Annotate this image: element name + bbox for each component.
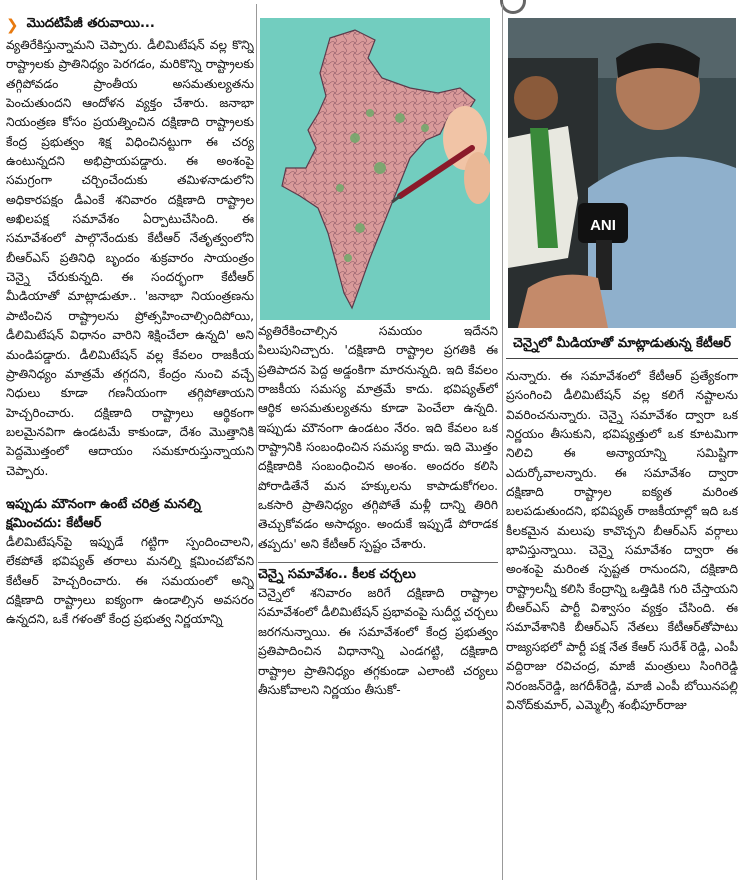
mic-flag-label: ANI <box>590 217 616 234</box>
india-map-illustration <box>260 18 490 320</box>
column-divider <box>502 4 503 880</box>
column-divider <box>256 4 257 880</box>
press-photo <box>508 18 736 328</box>
body-paragraph: చెన్నైలో శనివారం జరిగే దక్షిణాది రాష్ట్రాల సమావేశంలో డీలిమిటేషన్ ప్రభావంపై సుదీర్ఘ చర్చలు జరగనున్నాయి. ఈ సమావేశంలో కేంద్ర ప్రభుత్వం ప్రతిపాదించిన విధానాన్ని ఎండగట్టి, దక్షిణాది రాష్ట్రాల ప్రాతినిధ్యం తగ్గకుండా ఎలాంటి చర్యలు తీసుకోవాలని నిర్ణయం తీసుకో- <box>258 586 498 697</box>
kicker-text: మొదటిపేజీ తరువాయి... <box>26 16 155 31</box>
article-column-3 <box>506 0 738 880</box>
subheading: ఇప్పుడు మౌనంగా ఉంటే చరిత్ర మనల్ని క్షమించదు: కేటీఆర్ <box>6 496 201 531</box>
body-paragraph: వ్యతిరేకించాల్సిన సమయం ఇదేనని పిలుపునిచ్చారు. 'దక్షిణాది రాష్ట్రాల ప్రగతికి ఈ ప్రతిపాదన పెద్ద అడ్డంకిగా మారనున్నది. ఇది కేవలం రాజకీయ సమస్య మాత్రమే కాదు. భవిష్యత్‌లో ఆర్థిక అసమతుల్యతను కూడా పెంచేలా ఉన్నది. ఇప్పుడు మౌనంగా ఉండటం నేరం. ఇది కేవలం ఒక రాష్ట్రానికి సంబంధించిన సమస్య కాదు. ఇది మొత్తం దక్షిణాదికి సంబంధించిన అంశం. అందరం కలిసి పోరాడితేనే మన హక్కులను కాపాడుకోగలం. ఒకసారి ప్రాతినిధ్యం తగ్గిపోతే మళ్లీ దాన్ని తిరిగి తెచ్చుకోవడం అసాధ్యం. అందుకే ఇప్పుడే పోరాడక తప్పదు' అని కేటీఆర్ స్పష్టం చేశారు. <box>258 324 498 551</box>
press-photo-svg <box>508 18 736 328</box>
photo-caption: చెన్నైలో మీడియాతో మాట్లాడుతున్న కేటీఆర్ <box>506 334 738 359</box>
body-paragraph: వ్యతిరేకిస్తున్నామని చెప్పారు. డీలిమిటేషన్ వల్ల కొన్ని రాష్ట్రాలకు ప్రాతినిధ్యం పెరగడం, మరికొన్ని రాష్ట్రాలకు తగ్గిపోవడం ప్రాంతీయ అసమతుల్యతను పెంచుతుందని ఆందోళన వ్యక్తం చేశారు. జనాభా నియంత్రణ కోసం ప్రయత్నించిన దక్షిణాది రాష్ట్రాలకు కేంద్ర ప్రభుత్వం శిక్ష విధించినట్టుగా ఈ చర్య ఉంటున్నదని అభిప్రాయపడ్డారు. ఈ అంశంపై సమగ్రంగా చర్చించేందుకు తమిళనాడులోని అధికారపక్షం డీఎంకే శనివారం దక్షిణాది రాష్ట్రాల అఖిలపక్ష సమావేశం ఏర్పాటుచేసింది. ఈ సమావేశంలో పాల్గొనేందుకు కేటీఆర్ నేతృత్వంలోని బీఆర్ఎస్ ప్రతినిధి బృందం శుక్రవారం సాయంత్రం చెన్నై చేరుకున్నది. ఈ సందర్భంగా కేటీఆర్ మీడియాతో మాట్లాడుతూ.. 'జనాభా నియంత్రణను పాటించిన రాష్ట్రాలను ప్రోత్సహించాల్సిందిపోయి, డీలిమిటేషన్ విధానం వారిని శిక్షించేలా ఉన్నది' అని మండిపడ్డారు. డీలిమిటేషన్ వల్ల కేవలం రాజకీయ ప్రాతినిధ్యం మాత్రమే తగ్గదని, కేంద్రం నుంచి వచ్చే నిధులు కూడా గణనీయంగా తగ్గిపోతాయని హెచ్చరించారు. దక్షిణాది రాష్ట్రాలు ఆర్థికంగా బలమైనవిగా ఉండటమే కాకుండా, దేశం మొత్తానికి పెద్దమొత్తంలో ఆదాయం సమకూరుస్తున్నాయని చెప్పారు. <box>6 38 254 478</box>
india-map-svg <box>260 18 490 320</box>
continued-kicker <box>6 16 254 34</box>
body-paragraph: నున్నారు. ఈ సమావేశంలో కేటీఆర్ ప్రత్యేకంగా ప్రసంగించి డీలిమిటేషన్ వల్ల కలిగే నష్టాలను వివరించనున్నారు. చెన్నై సమావేశం ద్వారా ఒక నిర్ణయం తీసుకుని, భవిష్యత్తులో ఒక కూటమిగా నిలిచి ఈ అన్యాయాన్ని సమిష్టిగా ఎదుర్కోవాలన్నారు. ఈ సమావేశం ద్వారా దక్షిణాది రాష్ట్రాల ఐక్యత మరింత బలపడుతుందని, భవిష్యత్ రాజకీయాల్లో ఇది ఒక కీలకమైన మలుపు కావొచ్చని బీఆర్ఎస్ వర్గాలు భావిస్తున్నాయి. చెన్నై సమావేశం ద్వారా ఈ అంశంపై మరింత స్పష్టత రానుందని, దక్షిణాది రాష్ట్రాలన్నీ కలిసి కేంద్రాన్ని ఒత్తిడికి గురి చేస్తాయని బీఆర్ఎస్ పార్టీ విశ్వాసం వ్యక్తం చేసింది. ఈ సమావేశానికి బీఆర్ఎస్ నేతలు కేటీఆర్‌తోపాటు రాజ్యసభలో పార్టీ పక్ష నేత కేఆర్ సురేశ్ రెడ్డి, ఎంపీ వద్దిరాజు రవిచంద్ర, మాజీ మంత్రులు సింగిరెడ్డి నిరంజన్‌రెడ్డి, జగదీశ్‌రెడ్డి, మాజీ ఎంపీ బోయినపల్లి వినోద్‌కుమార్, ఎమ్మెల్సీ శంభీపూర్‌రాజు <box>506 369 738 712</box>
article-column-2 <box>258 0 498 880</box>
bystander-head <box>514 76 558 120</box>
article-column-1 <box>6 0 254 880</box>
subheading: చెన్నై సమావేశం.. కీలక చర్చలు <box>258 562 498 584</box>
body-paragraph: డీలిమిటేషన్‌పై ఇప్పుడే గట్టిగా స్పందించాలని, లేకపోతే భవిష్యత్ తరాలు మనల్ని క్షమించబోవని కేటీఆర్ హెచ్చరించారు. ఈ సమయంలో అన్ని దక్షిణాది రాష్ట్రాలు ఐక్యంగా ఉండాల్సిన అవసరం ఉన్నదని, ఒకే గళంతో కేంద్ర ప్రభుత్వ నిర్ణయాన్ని <box>6 534 254 627</box>
chevron-right-icon: ❯ <box>6 16 19 34</box>
